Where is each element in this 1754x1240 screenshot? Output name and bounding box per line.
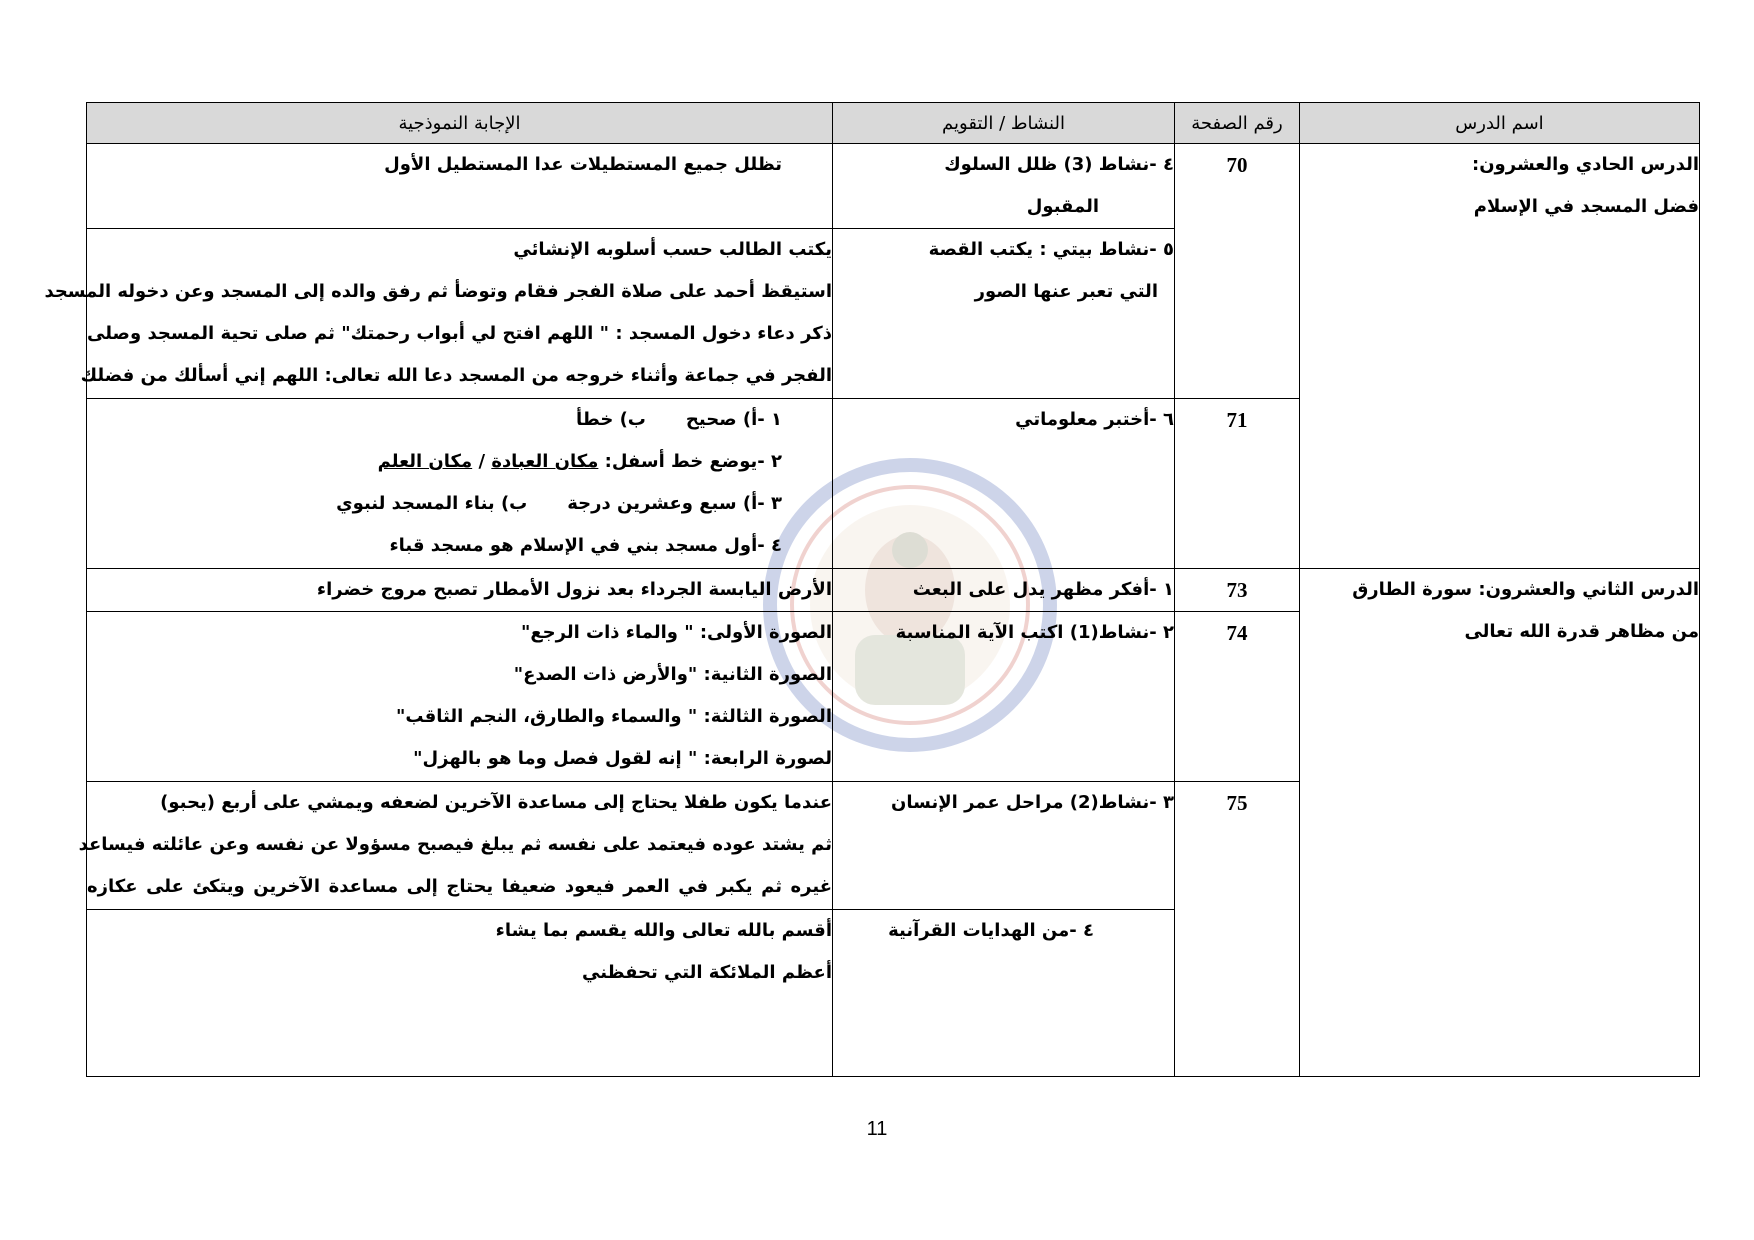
answer-line [87,441,782,483]
lessons-table [44,102,1700,1077]
answer-line: ثم يشتد عوده فيعتمد على نفسه ثم يبلغ فيصبح مسؤولا عن نفسه وعن عائلته فيساعد [78,834,832,856]
answer-line: الأرض اليابسة الجرداء بعد نزول الأمطار تصبح مروج خضراء [316,579,832,601]
header-page: رقم الصفحة [1175,103,1300,144]
lesson-title: الدرس الثاني والعشرون: سورة الطارق [1352,579,1699,601]
activity-cell [833,910,1175,1077]
answer-line: استيقظ أحمد على صلاة الفجر فقام وتوضأ ثم رفق والده إلى المسجد وعن دخوله المسجد [44,281,832,303]
answer-part: ١ -أ) صحيح [685,409,782,431]
answer-line: الصورة الثانية: "والأرض ذات الصدع" [513,664,832,686]
answer-cell [87,569,833,612]
answer-line: ذكر دعاء دخول المسجد : " اللهم افتح لي أبواب رحمتك" ثم صلى تحية المسجد وصلى [87,323,832,345]
answer-separator: / [478,451,486,473]
header-row [87,103,1700,144]
answer-line: ٤ -أول مسجد بني في الإسلام هو مسجد قباء [389,535,782,557]
activity-cell [833,144,1175,229]
activity-cell [833,612,1175,782]
answer-line: عندما يكون طفلا يحتاج إلى مساعدة الآخرين لضعفه ويمشي على أربع (يحبو) [160,792,832,814]
answer-part: ب) بناء المسجد لنبوي [336,493,528,515]
activity-cell [833,229,1175,399]
header-lesson: اسم الدرس [1300,103,1700,144]
answer-part: ب) خطأ [576,409,646,431]
answer-cell [78,782,833,910]
answer-line: أعظم الملائكة التي تحفظني [582,962,832,984]
answer-cell [87,612,833,782]
page-number-cell: 74 [1175,612,1300,782]
answer-cell [87,144,833,229]
answer-cell [44,229,833,399]
activity-line: ٣ -نشاط(2) مراحل عمر الإنسان [891,792,1174,814]
answer-cell [87,910,833,1077]
lesson-title: الدرس الحادي والعشرون: [1472,154,1699,175]
answer-cell [87,399,833,569]
activity-cell [833,569,1175,612]
underlined-answer: مكان العلم [377,451,473,473]
activity-line: ٢ -نشاط(1) اكتب الآية المناسبة [895,622,1174,644]
activity-line: ٦ -أختبر معلوماتي [1015,409,1174,431]
table-row [87,569,1700,612]
activity-line: التي تعبر عنها الصور [974,281,1158,303]
page-number-cell: 71 [1175,399,1300,569]
answer-line: الصورة الأولى: " والماء ذات الرجع" [521,622,832,644]
answer-part: ٢ -يوضع خط أسفل: [604,451,782,473]
answer-line [87,483,782,525]
answer-line: الصورة الثالثة: " والسماء والطارق، النجم الثاقب" [396,706,832,728]
lesson-subtitle: فضل المسجد في الإسلام [1473,196,1699,217]
answer-line: الفجر في جماعة وأثناء خروجه من المسجد دعا الله تعالى: اللهم إني أسألك من فضلك [80,365,832,387]
answer-line: لصورة الرابعة: " إنه لقول فصل وما هو بالهزل" [413,748,832,770]
activity-cell [833,399,1175,569]
lesson-21-cell [1300,144,1700,569]
header-answer: الإجابة النموذجية [87,103,833,144]
answer-line: غيره ثم يكبر في العمر فيعود ضعيفا يحتاج إلى مساعدة الآخرين ويتكئ على عكازه [87,876,832,898]
activity-line: ٤ -نشاط (3) ظلل السلوك [944,154,1174,175]
answer-line: تظلل جميع المستطيلات عدا المستطيل الأول [384,154,782,175]
activity-line: ١ -أفكر مظهر يدل على البعث [912,579,1174,601]
header-activity: النشاط / التقويم [833,103,1175,144]
answer-line: أقسم بالله تعالى والله يقسم بما يشاء [495,920,832,942]
activity-line: ٤ -من الهدايات القرآنية [888,920,1094,942]
page-number-cell: 75 [1175,782,1300,1077]
answer-line [87,399,782,441]
answer-line: يكتب الطالب حسب أسلوبه الإنشائي [513,239,832,261]
underlined-answer: مكان العبادة [491,451,599,473]
page-number-cell: 73 [1175,569,1300,612]
table-row [87,144,1700,229]
page-number-cell: 70 [1175,144,1300,399]
activity-cell [833,782,1175,910]
lesson-subtitle: من مظاهر قدرة الله تعالى [1464,621,1699,643]
page-number: 11 [866,1118,888,1140]
activity-line: ٥ -نشاط بيتي : يكتب القصة [928,239,1174,261]
answer-part: ٣ -أ) سبع وعشرين درجة [567,493,782,515]
activity-line: المقبول [1026,196,1099,217]
lesson-22-cell [1300,569,1700,1077]
